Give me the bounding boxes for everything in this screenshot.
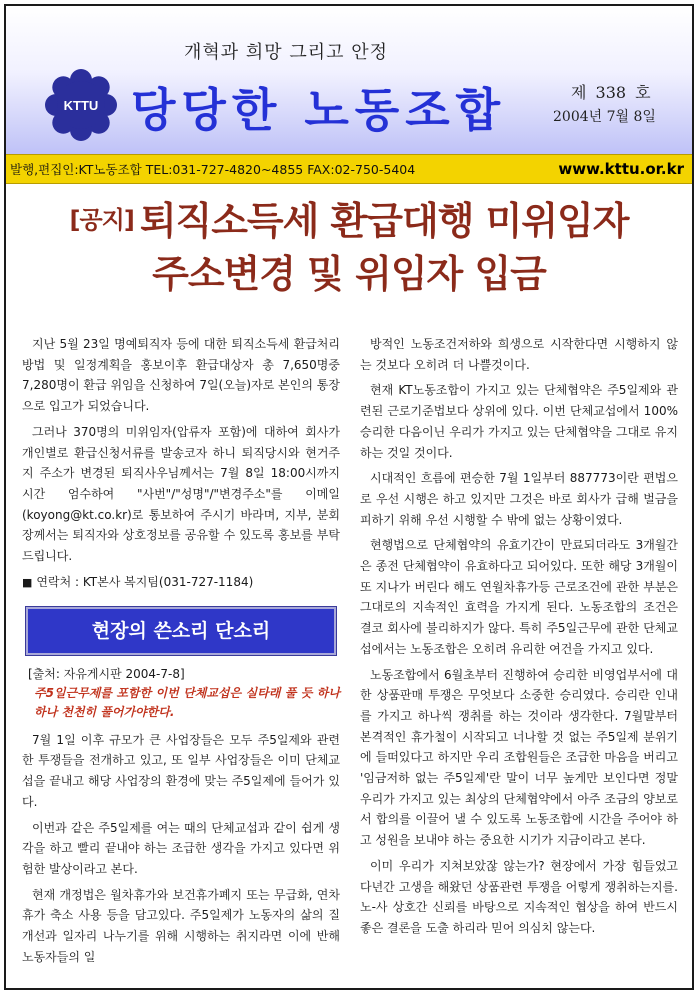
newsletter-page (4, 4, 694, 990)
paragraph: 노동조합에서 6월초부터 진행하여 승리한 비영업부서에 대한 상품판매 투쟁은 무엇보다 소중한 승리였다. 승리란 인내를 가지고 하나씩 쟁취를 하는 것이라 생각한다. 7월말부터 본격적인 휴가철이 시작되고 너나할 것 없는 주5일제 분위기에 들떠있다고 하지만 우리 조합원들은 조급한 마음을 버리고 '임금저하 없는 주5일제'란 말이 너무 높게만 보인다면 정말 우리가 가지고 있는 최상의 단체협약에서 아주 조금의 양보로서 합의를 이끌어 낼 수 있도록 노동조합에 시간을 주어야 하고 성원을 보내야 하는 중요한 시기가 지금이라고 본다. (360, 667, 678, 848)
right-column (360, 334, 678, 944)
headline (6, 196, 692, 299)
website-link[interactable]: www.kttu.or.kr (558, 160, 684, 178)
masthead (6, 6, 692, 154)
publisher-info: 발행,편집인:KT노동조합 TEL:031-727-4820~4855 FAX:02-750-5404 (10, 162, 416, 177)
paragraph: 그러나 370명의 미위임자(압류자 포함)에 대하여 회사가 개인별로 환급신청서류를 발송코자 하니 퇴직당시와 현거주지 주소가 변경된 퇴직사우님께서는 7월 8일 18:00시까지 시간 엄수하여 "사번"/"성명"/"변경주소"를 이메일 (koyong@kt.co.kr)로 통보하여 주시기 바라며, 지부, 분회장께서는 퇴직자와 상호정보를 공유할 수 있도록 홍보를 부탁드립니다. (22, 424, 340, 564)
paragraph: 7월 1일 이후 규모가 큰 사업장들은 모두 주5일제와 관련한 투쟁들을 전개하고 있고, 또 일부 사업장들은 이미 단체교섭을 끝내고 해당 사업장의 환경에 맞는 주5일제에 들어가 있다. (22, 732, 340, 809)
source-line: [출처: 자유게시판 2004-7-8] (28, 666, 185, 681)
emphasis-quote: 주5일근무제를 포함한 이번 단체교섭은 실타래 풀 듯 하나하나 천천히 풀어가야한다. (34, 685, 340, 719)
slogan: 개혁과 희망 그리고 안정 (183, 42, 389, 63)
issue-date: 2004년 7월 8일 (553, 109, 656, 125)
notice-tag: [공지] (69, 206, 134, 234)
paragraph: 이미 우리가 지쳐보았잖 않는가? 현장에서 가장 힘들었고 다년간 고생을 해왔던 상품관련 투쟁을 어렇게 쟁취하는지를. 노-사 상호간 신뢰를 바탕으로 지속적인 협상을 하여 반드시 좋은 결론을 도출 하리라 믿어 의심치 않는다. (360, 858, 678, 935)
section-title-box: 현장의 쓴소리 단소리 (26, 607, 336, 655)
logo-text: KTTU (63, 98, 99, 113)
publisher-bar (6, 154, 692, 184)
issue-number: 제 338 호 (571, 83, 651, 102)
contact-line: ■ 연락처 : KT본사 복지팀(031-727-1184) (22, 574, 254, 589)
paragraph: 이번과 같은 주5일제를 여는 때의 단체교섭과 같이 쉽게 생각을 하고 빨리 끝내야 하는 조급한 생각을 가지고 있다면 위험한 발상이라고 본다. (22, 820, 340, 876)
paragraph: 현재 개정법은 월차휴가와 보건휴가폐지 또는 무급화, 연차휴가 축소 사용 등을 담고있다. 주5일제가 노동자의 삶의 질 개선과 일자리 나누기를 위해 시행하는 취지라면 이에 반해 노동자들의 일 (22, 887, 340, 964)
newsletter-title: 당당한 노동조합 (131, 83, 507, 137)
kttu-logo-icon (44, 68, 118, 142)
paragraph: 방적인 노동조건저하와 희생으로 시작한다면 시행하지 않는 것보다 오히려 더 나쁠것이다. (360, 337, 678, 372)
paragraph: 시대적인 흐름에 편승한 7월 1일부터 887773이란 편법으로 우선 시행은 하고 있지만 그것은 바로 회사가 급해 벌금을 피하기 위해 우선 시행할 수 밖에 없는 상황이였다. (360, 471, 678, 527)
paragraph: 지난 5월 23일 명예퇴직자 등에 대한 퇴직소득세 환급처리 방법 및 일정계획을 홍보이후 환급대상자 총 7,650명중 7,280명이 환급 위임을 신청하여 7일(오늘)자로 본인의 통장으로 입고가 되었습니다. (22, 337, 340, 414)
square-bullet-icon: ■ (22, 575, 33, 589)
left-column (22, 334, 340, 972)
paragraph: 현행법으로 단체협약의 유효기간이 만료되더라도 3개월간은 종전 단체협약이 유효하다고 되어있다. 또한 해당 3개월이 또 지나가 버린다 해도 연월차휴가등 근로조건에 관한 부분은 그대로의 지속적인 효력을 가지게 된다. 노동조합의 조건은 결코 회사에 불리하지가 않다. 특히 주5일근무에 관한 단체교섭에서는 노동조합은 오히려 유리한 여건을 가지고 있다. (360, 538, 678, 656)
paragraph: 현재 KT노동조합이 가지고 있는 단체협약은 주5일제와 관련된 근로기준법보다 상위에 있다. 이번 단체교섭에서 100% 승리한 다음이닌 우리가 가지고 있는 단체협약을 그대로 유지하는 것일 것이다. (360, 383, 678, 460)
headline-line-2: 주소변경 및 위임자 입금 (152, 252, 546, 296)
headline-line-1: [공지] 퇴직소득세 환급대행 미위임자 (69, 199, 629, 243)
